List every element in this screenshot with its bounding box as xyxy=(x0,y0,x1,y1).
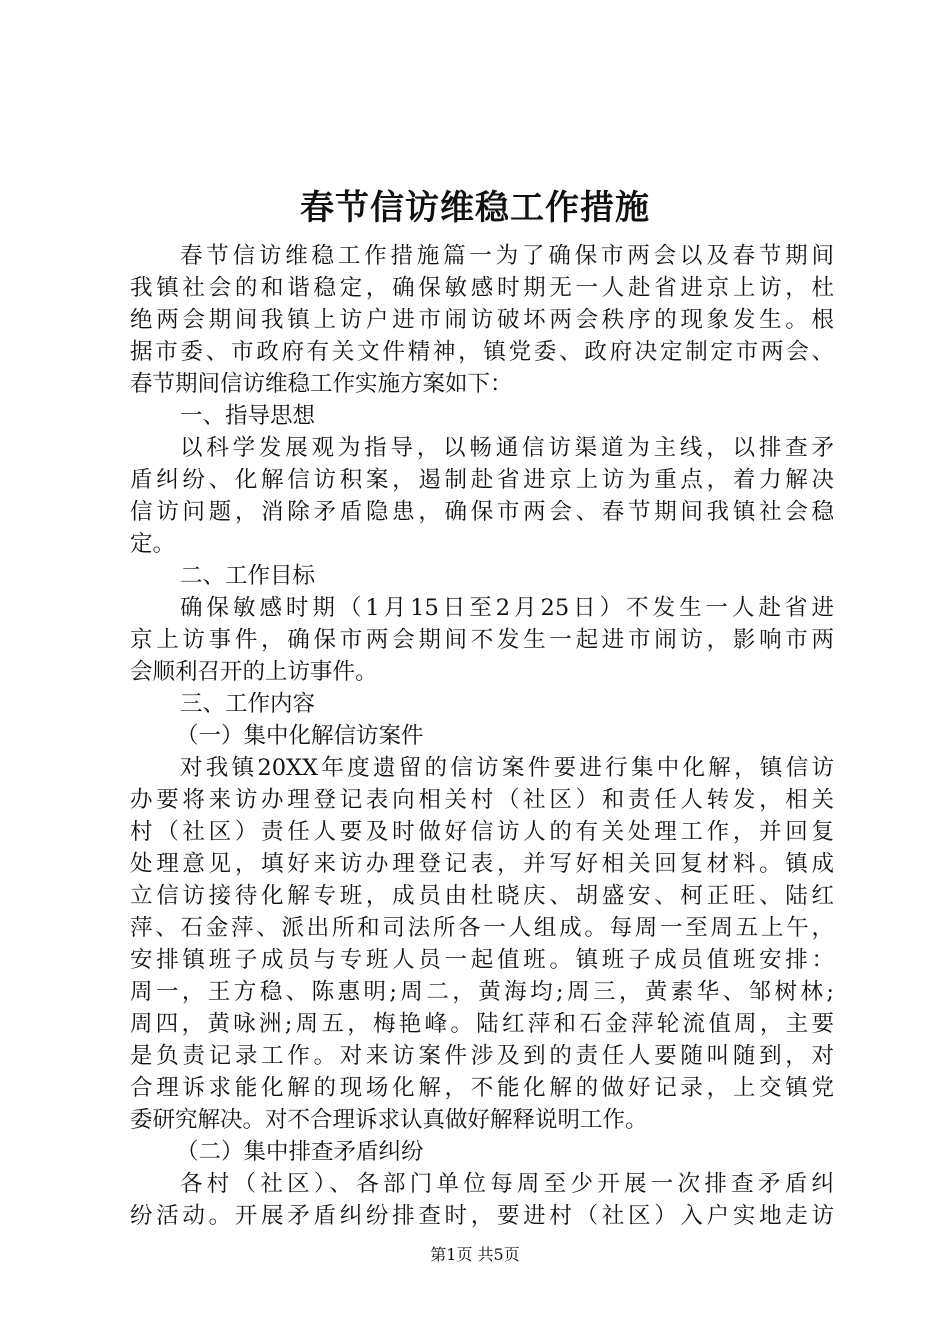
paragraph-line: 合理诉求能化解的现场化解，不能化解的做好记录，上交镇党 xyxy=(130,1075,834,1101)
paragraph-line: 是负责记录工作。对来访案件涉及到的责任人要随叫随到，对 xyxy=(130,1043,834,1069)
section-heading: 二、工作目标 xyxy=(180,563,316,589)
paragraph-line: 春节期间信访维稳工作实施方案如下： xyxy=(130,371,513,397)
paragraph-line: 周四，黄咏洲;周五，梅艳峰。陆红萍和石金萍轮流值周，主要 xyxy=(130,1011,834,1037)
paragraph-line: 确保敏感时期（1月15日至2月25日）不发生一人赴省进 xyxy=(180,595,834,621)
document-body xyxy=(130,240,834,1232)
paragraph-line: 盾纠纷、化解信访积案，遏制赴省进京上访为重点，着力解决 xyxy=(130,467,834,493)
subsection-heading: （二）集中排查矛盾纠纷 xyxy=(176,1139,424,1165)
paragraph-line: 安排镇班子成员与专班人员一起值班。镇班子成员值班安排： xyxy=(130,947,834,973)
paragraph-line: 萍、石金萍、派出所和司法所各一人组成。每周一至周五上午， xyxy=(130,915,834,941)
paragraph-line: 京上访事件，确保市两会期间不发生一起进市闹访，影响市两 xyxy=(130,627,834,653)
paragraph-line: 我镇社会的和谐稳定，确保敏感时期无一人赴省进京上访，杜 xyxy=(130,275,834,301)
paragraph-line: 周一，王方稳、陈惠明;周二，黄海均;周三，黄素华、邹树林; xyxy=(130,979,834,1005)
page-footer: 第1页 共5页 xyxy=(430,1245,520,1264)
paragraph-line: 据市委、市政府有关文件精神，镇党委、政府决定制定市两会、 xyxy=(130,339,834,365)
paragraph-line: 村（社区）责任人要及时做好信访人的有关处理工作，并回复 xyxy=(130,819,834,845)
paragraph-line: 各村（社区）、各部门单位每周至少开展一次排查矛盾纠 xyxy=(180,1171,834,1197)
paragraph-line: 信访问题，消除矛盾隐患，确保市两会、春节期间我镇社会稳 xyxy=(130,499,834,525)
section-heading: 一、指导思想 xyxy=(180,403,316,429)
subsection-heading: （一）集中化解信访案件 xyxy=(176,723,424,749)
paragraph-line: 立信访接待化解专班，成员由杜晓庆、胡盛安、柯正旺、陆红 xyxy=(130,883,834,909)
paragraph-line: 纷活动。开展矛盾纠纷排查时，要进村（社区）入户实地走访 xyxy=(130,1203,834,1229)
document-title: 春节信访维稳工作措施 xyxy=(300,188,650,228)
paragraph-line: 以科学发展观为指导，以畅通信访渠道为主线，以排查矛 xyxy=(180,435,834,461)
paragraph-line: 定。 xyxy=(130,531,176,557)
paragraph-line: 处理意见，填好来访办理登记表，并写好相关回复材料。镇成 xyxy=(130,851,834,877)
paragraph-line: 办要将来访办理登记表向相关村（社区）和责任人转发，相关 xyxy=(130,787,834,813)
paragraph-line: 对我镇20XX年度遗留的信访案件要进行集中化解，镇信访 xyxy=(180,755,834,781)
paragraph-line: 春节信访维稳工作措施篇一为了确保市两会以及春节期间 xyxy=(180,243,834,269)
paragraph-line: 会顺利召开的上访事件。 xyxy=(130,659,378,685)
section-heading: 三、工作内容 xyxy=(180,691,316,717)
paragraph-line: 绝两会期间我镇上访户进市闹访破坏两会秩序的现象发生。根 xyxy=(130,307,834,333)
paragraph-line: 委研究解决。对不合理诉求认真做好解释说明工作。 xyxy=(130,1107,648,1133)
